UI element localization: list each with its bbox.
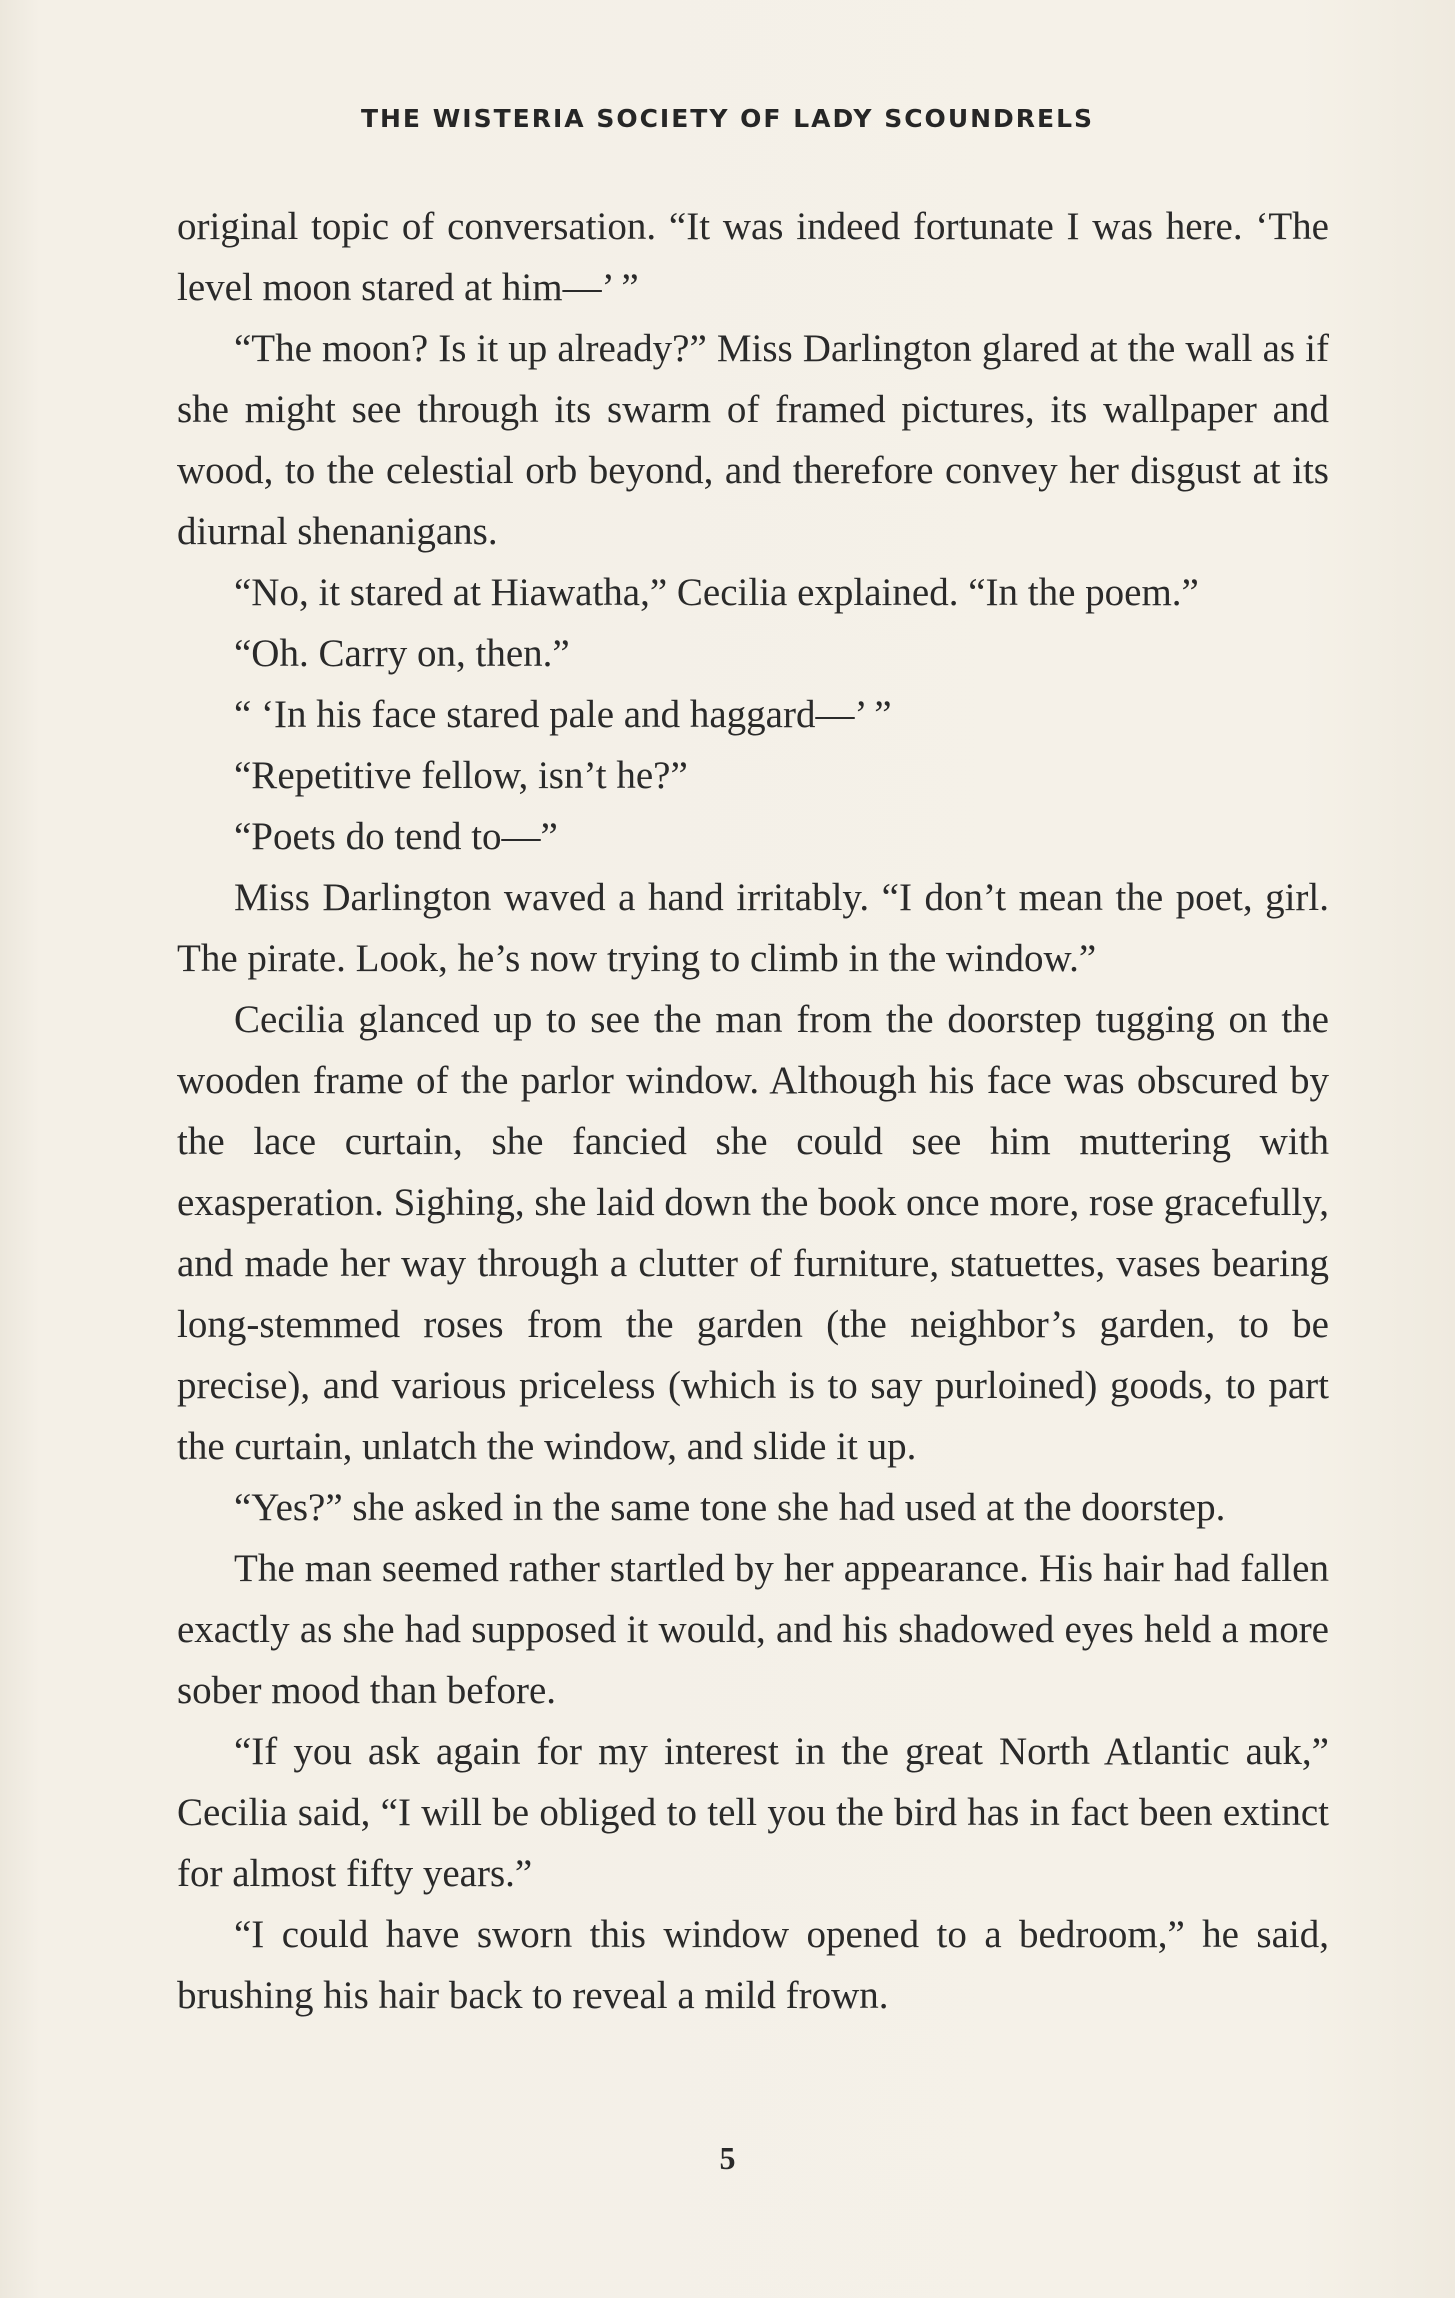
body-text bbox=[177, 196, 1329, 2026]
paragraph: Miss Darlington waved a hand irritably. “I don’t mean the poet, girl. The pirate. Look, he’s now trying to climb in the window.” bbox=[177, 876, 1329, 980]
paragraph: original topic of conversation. “It was indeed fortunate I was here. ‘The level moon stared at him—’ ” bbox=[177, 205, 1329, 309]
paragraph: “Oh. Carry on, then.” bbox=[234, 632, 570, 675]
paragraph: The man seemed rather startled by her appearance. His hair had fallen exactly as she had supposed it would, and his shadowed eyes held a more sober mood than before. bbox=[177, 1547, 1329, 1712]
page-number: 5 bbox=[719, 2140, 736, 2176]
paragraph: “I could have sworn this window opened to a bedroom,” he said, brushing his hair back to reveal a mild frown. bbox=[177, 1913, 1329, 2017]
paragraph: “No, it stared at Hiawatha,” Cecilia explained. “In the poem.” bbox=[234, 571, 1199, 614]
paragraph: “Poets do tend to—” bbox=[234, 815, 558, 858]
paragraph: “If you ask again for my interest in the great North Atlantic auk,” Cecilia said, “I will be obliged to tell you the bird has in fact been extinct for almost fifty years.” bbox=[177, 1730, 1329, 1895]
paragraph: “Repetitive fellow, isn’t he?” bbox=[234, 754, 688, 797]
running-head: THE WISTERIA SOCIETY OF LADY SCOUNDRELS bbox=[360, 104, 1095, 133]
paragraph: Cecilia glanced up to see the man from the doorstep tugging on the wooden frame of the parlor window. Although his face was obscured by the lace curtain, she fancied she could see him muttering with exasperation. Sighing, she laid down the book once more, rose gracefully, and made her way through a clutter of furniture, statuettes, vases bearing long-stemmed roses from the garden (the neighbor’s garden, to be precise), and various priceless (which is to say purloined) goods, to part the curtain, unlatch the window, and slide it up. bbox=[177, 998, 1329, 1468]
paragraph: “Yes?” she asked in the same tone she had used at the doorstep. bbox=[234, 1486, 1226, 1529]
paragraph: “ ‘In his face stared pale and haggard—’ ” bbox=[234, 693, 892, 736]
paragraph: “The moon? Is it up already?” Miss Darlington glared at the wall as if she might see through its swarm of framed pictures, its wallpaper and wood, to the celestial orb beyond, and therefore convey her disgust at its diurnal shenanigans. bbox=[177, 327, 1329, 553]
